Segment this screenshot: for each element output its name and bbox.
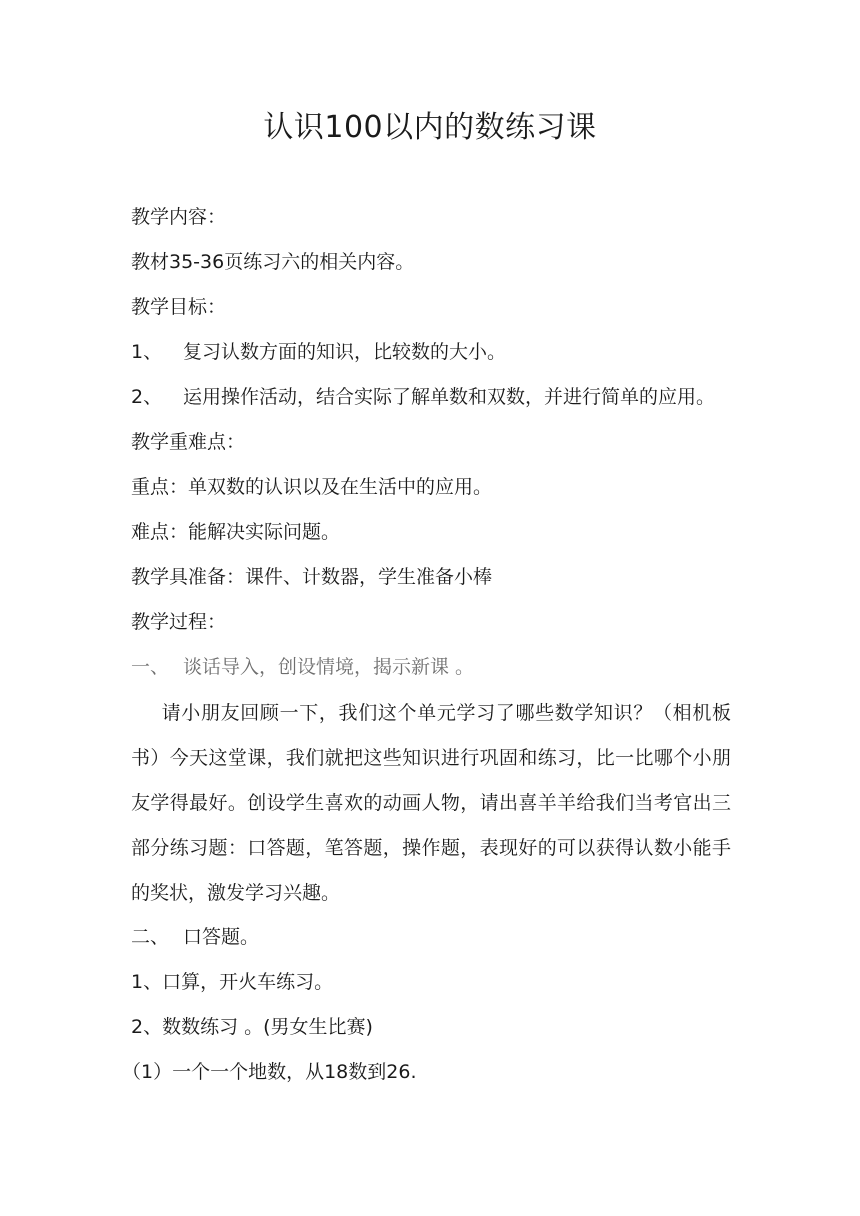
list-item: （1）一个一个地数，从18数到26. [122,1061,417,1083]
list-item: 1、口算，开火车练习。 [131,971,334,993]
key-point: 重点：单双数的认识以及在生活中的应用。 [131,476,493,498]
section-title: 谈话导入，创设情境，揭示新课 。 [183,656,475,678]
content-text: 教材35-36页练习六的相关内容。 [131,251,415,273]
goal-number: 2、 [131,386,163,408]
paragraph-text: 请小朋友回顾一下，我们这个单元学习了哪些数学知识？（相机板书）今天这堂课，我们就把这些知识进行巩固和练习，比一比哪个小朋友学得最好。创设学生喜欢的动画人物，请出喜羊羊给我们当考官出三部分练习题：口答题，笔答题，操作题，表现好的可以获得认数小能手的奖状，激发学习兴趣。 [131,702,731,904]
section-number: 二、 [131,926,170,948]
goal-text: 复习认数方面的知识，比较数的大小。 [183,341,507,363]
document-title: 认识100以内的数练习课 [263,110,597,145]
section-heading [131,923,259,951]
goal-number: 1、 [131,341,163,363]
section-heading [131,653,474,681]
section-number: 一、 [131,656,170,678]
goal-item [131,383,715,411]
goal-item [131,338,506,366]
section-paragraph [131,691,731,916]
section-title: 口答题。 [183,926,260,948]
difficulty: 难点：能解决实际问题。 [131,521,341,543]
keypoints-heading: 教学重难点： [131,431,246,453]
list-item: 2、数数练习 。(男女生比赛) [131,1016,373,1038]
goal-text: 运用操作活动，结合实际了解单数和双数，并进行简单的应用。 [183,386,716,408]
goals-heading: 教学目标： [131,296,227,318]
content-heading: 教学内容： [131,206,227,228]
process-heading: 教学过程： [131,611,227,633]
materials: 教学具准备：课件、计数器，学生准备小棒 [131,566,493,588]
